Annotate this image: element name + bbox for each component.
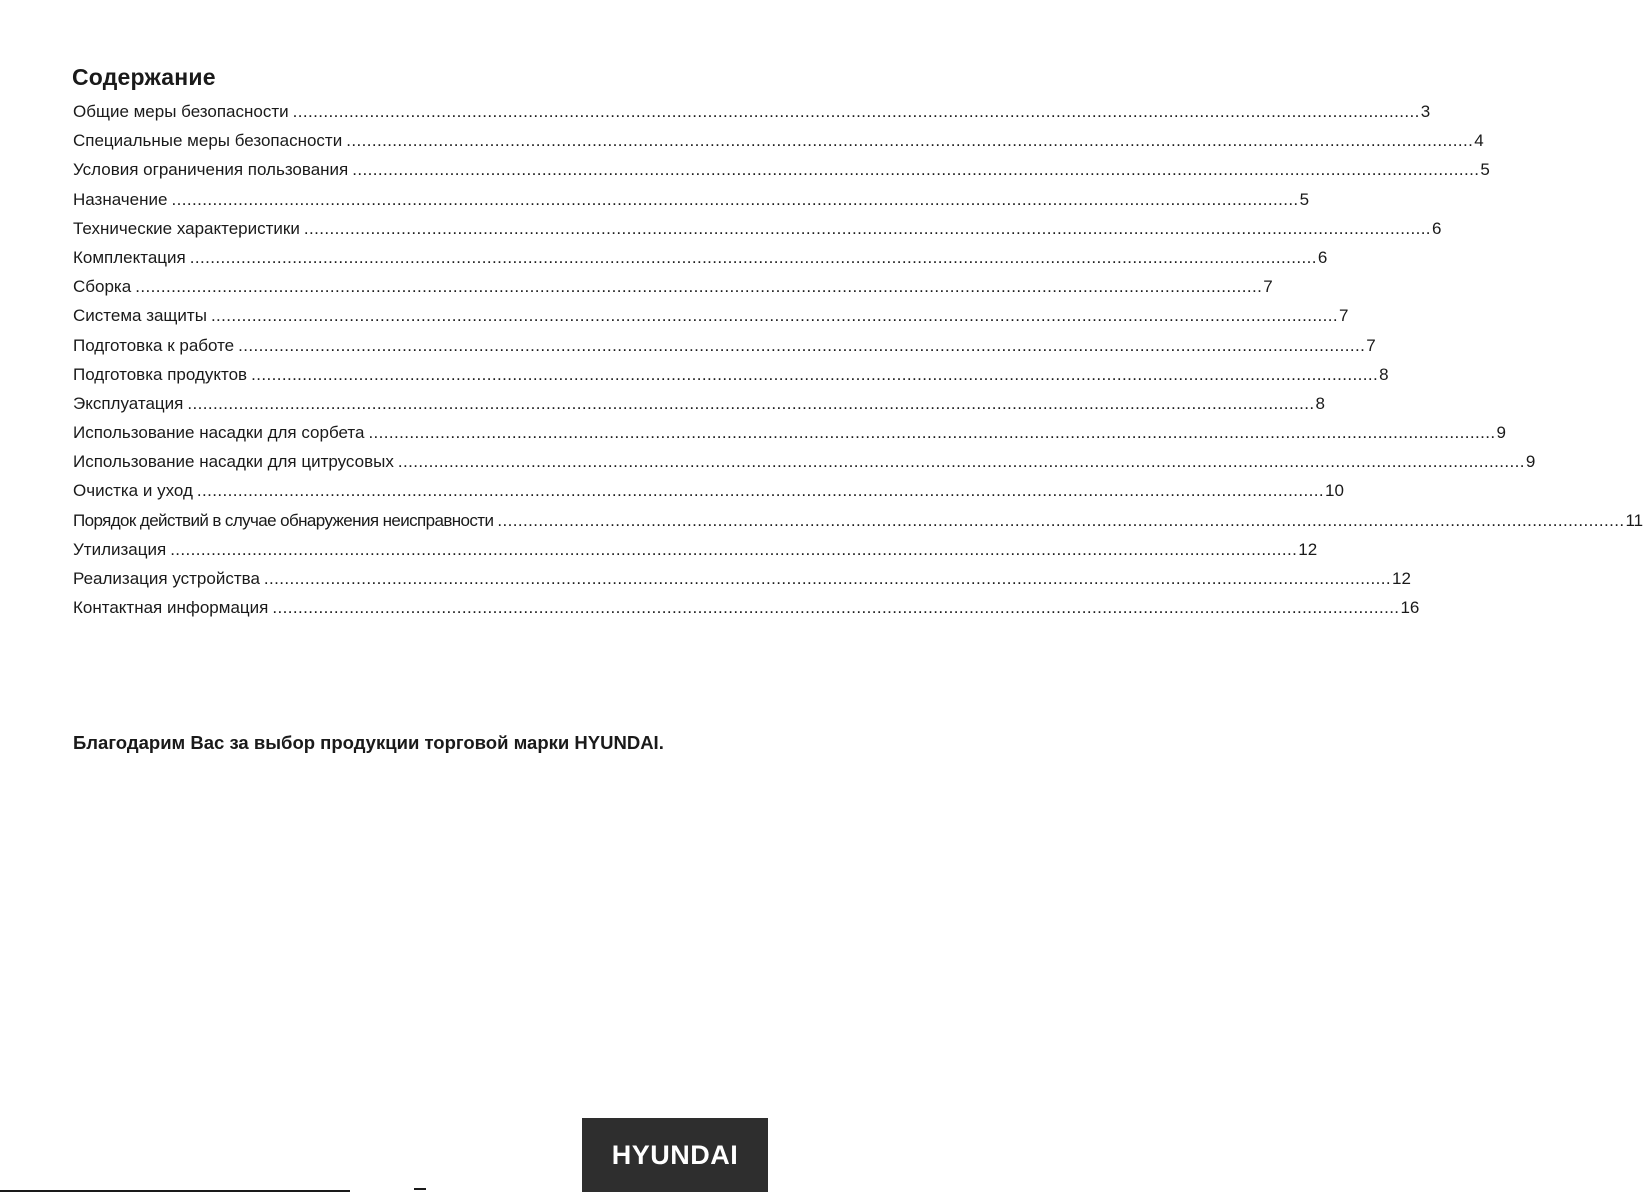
toc-item-label: Технические характеристики	[73, 218, 300, 238]
bottom-mark	[414, 1188, 426, 1190]
toc-item-page: 6	[1431, 218, 1442, 238]
toc-item-page: 7	[1366, 335, 1376, 355]
toc-leader-dots: ............................................................................................................................................................................................................................	[368, 423, 1496, 443]
toc-leader-dots: ............................................................................................................................................................................................................................	[210, 306, 1339, 326]
toc-leader-dots: ............................................................................................................................................................................................................................	[170, 539, 1298, 559]
toc-item-label: Утилизация	[73, 539, 167, 559]
toc-item-label: Сборка	[73, 277, 132, 297]
toc-item-label: Контактная информация	[73, 598, 269, 618]
toc-item-page: 7	[1263, 277, 1273, 297]
toc-leader-dots: ............................................................................................................................................................................................................................	[272, 598, 1400, 618]
toc-leader-dots: ............................................................................................................................................................................................................................	[196, 481, 1324, 501]
toc-item-page: 12	[1392, 569, 1411, 588]
toc-item	[73, 214, 1442, 243]
toc-item-label: Порядок действий в случае обнаружения неисправности	[73, 510, 494, 530]
toc-leader-dots: ............................................................................................................................................................................................................................	[189, 247, 1317, 267]
toc-item	[73, 447, 1536, 476]
toc-item	[73, 389, 1325, 418]
toc-item-label: Специальные меры безопасности	[73, 131, 343, 151]
toc-leader-dots: ............................................................................................................................................................................................................................	[292, 102, 1420, 121]
toc-item-label: Система защиты	[73, 306, 207, 326]
toc-item-page: 5	[1299, 189, 1310, 209]
toc-item-page: 10	[1324, 481, 1344, 501]
toc-item-page: 8	[1379, 364, 1389, 384]
toc-title: Содержание	[72, 64, 216, 90]
toc-item	[73, 418, 1506, 447]
thanks-message: Благодарим Вас за выбор продукции торговой марки HYUNDAI.	[73, 732, 664, 753]
hyundai-logo-text: HYUNDAI	[611, 1139, 739, 1170]
toc-leader-dots: ............................................................................................................................................................................................................................	[238, 335, 1366, 355]
toc-item-label: Эксплуатация	[73, 393, 184, 413]
toc-item-page: 16	[1400, 598, 1420, 618]
toc-item-page: 6	[1317, 247, 1328, 267]
toc-item-page: 12	[1298, 539, 1318, 559]
toc-leader-dots: ............................................................................................................................................................................................................................	[352, 160, 1480, 180]
toc-item-label: Использование насадки для сорбета	[73, 423, 365, 443]
toc-item	[73, 301, 1349, 330]
toc-leader-dots: ............................................................................................................................................................................................................................	[303, 218, 1431, 238]
toc-leader-dots: ............................................................................................................................................................................................................................	[346, 131, 1474, 151]
toc-item	[73, 185, 1310, 214]
toc-leader-dots: ............................................................................................................................................................................................................................	[397, 452, 1525, 472]
toc-item-label: Использование насадки для цитрусовых	[73, 452, 394, 472]
toc-leader-dots: ............................................................................................................................................................................................................................	[263, 569, 1392, 588]
toc-item-page: 7	[1339, 306, 1349, 326]
toc-leader-dots: ............................................................................................................................................................................................................................	[187, 393, 1315, 413]
toc-item	[73, 535, 1318, 564]
toc-item	[73, 506, 1643, 535]
toc-item	[73, 593, 1420, 622]
toc-item	[73, 331, 1376, 360]
toc-item-page: 3	[1420, 102, 1431, 121]
toc-item-label: Подготовка к работе	[73, 335, 235, 355]
toc-item	[73, 272, 1273, 301]
toc-item	[73, 126, 1484, 155]
toc-item	[73, 564, 1411, 593]
toc-item-label: Комплектация	[73, 247, 186, 267]
toc-item	[73, 155, 1490, 184]
toc-item-label: Назначение	[73, 189, 168, 209]
toc-leader-dots: ............................................................................................................................................................................................................................	[497, 510, 1625, 530]
toc-item-page: 5	[1480, 160, 1490, 180]
hyundai-logo	[582, 1118, 768, 1192]
toc-leader-dots: ............................................................................................................................................................................................................................	[171, 189, 1299, 209]
toc-item-label: Очистка и уход	[73, 481, 193, 501]
toc-list	[73, 97, 1643, 622]
toc-leader-dots: ............................................................................................................................................................................................................................	[251, 364, 1379, 384]
toc-item	[73, 97, 1431, 126]
toc-item	[73, 360, 1389, 389]
toc-item-page: 11	[1625, 510, 1643, 530]
toc-item	[73, 243, 1328, 272]
toc-item-label: Реализация устройства	[73, 569, 260, 588]
toc-item-page: 4	[1474, 131, 1484, 151]
toc-item-label: Условия ограничения пользования	[73, 160, 349, 180]
toc-item-label: Подготовка продуктов	[73, 364, 248, 384]
toc-item-page: 8	[1315, 393, 1325, 413]
toc-item-page: 9	[1496, 423, 1506, 443]
toc-item-label: Общие меры безопасности	[73, 102, 289, 121]
toc-item	[73, 476, 1344, 505]
toc-leader-dots: ............................................................................................................................................................................................................................	[135, 277, 1263, 297]
toc-item-page: 9	[1525, 452, 1536, 472]
